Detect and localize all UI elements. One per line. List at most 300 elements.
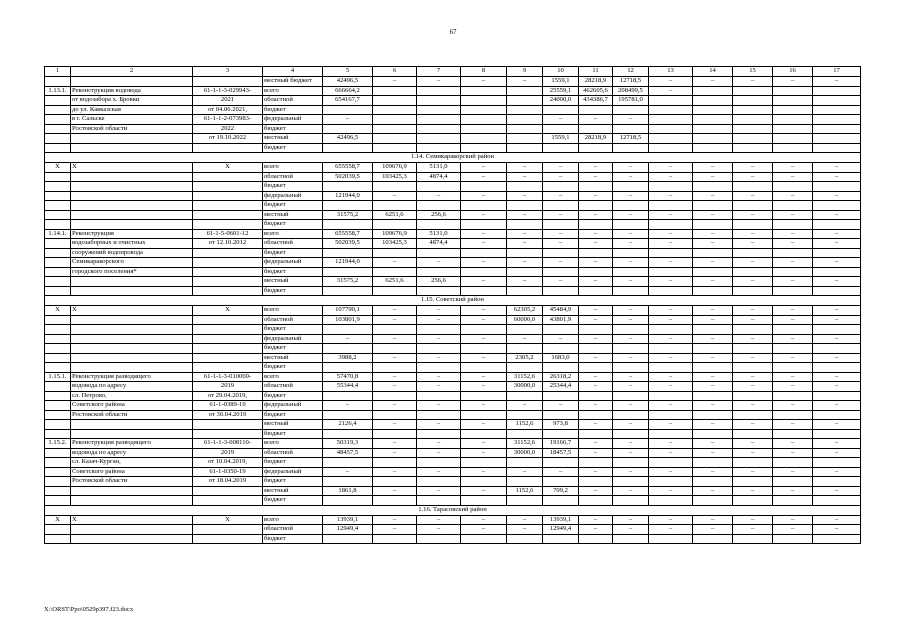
value-cell: –	[507, 191, 543, 201]
project-code: 61-1-1-3-008110-	[193, 439, 263, 449]
project-code	[193, 363, 263, 373]
column-header: 10	[543, 67, 579, 77]
value-cell: –	[507, 258, 543, 268]
funding-source: всего	[263, 163, 323, 173]
value-cell: –	[373, 315, 417, 325]
value-cell: 13939,1	[323, 515, 373, 525]
table-row	[45, 448, 861, 458]
item-number	[45, 105, 71, 115]
project-code	[193, 486, 263, 496]
item-number: Х	[45, 163, 71, 173]
item-number	[45, 525, 71, 535]
table-row	[45, 96, 861, 106]
value-cell: –	[813, 315, 861, 325]
value-cell: –	[417, 486, 461, 496]
object-name: в г. Сальске	[71, 115, 193, 125]
value-cell	[773, 534, 813, 544]
table-row	[45, 458, 861, 468]
value-cell: 655558,7	[323, 229, 373, 239]
project-code	[193, 315, 263, 325]
value-cell	[693, 182, 733, 192]
column-header: 8	[461, 67, 507, 77]
project-code	[193, 429, 263, 439]
value-cell	[693, 410, 733, 420]
value-cell	[813, 286, 861, 296]
value-cell: –	[693, 401, 733, 411]
value-cell: –	[417, 448, 461, 458]
value-cell	[813, 363, 861, 373]
value-cell: –	[649, 239, 693, 249]
value-cell	[417, 124, 461, 134]
value-cell: –	[813, 334, 861, 344]
item-number	[45, 77, 71, 87]
value-cell	[579, 143, 613, 153]
value-cell: –	[813, 239, 861, 249]
value-cell: 103425,3	[373, 239, 417, 249]
value-cell: –	[813, 382, 861, 392]
project-code: Х	[193, 515, 263, 525]
value-cell: –	[693, 172, 733, 182]
value-cell: –	[579, 353, 613, 363]
value-cell: 25559,1	[543, 86, 579, 96]
item-number	[45, 124, 71, 134]
project-code	[193, 77, 263, 87]
value-cell	[417, 325, 461, 335]
value-cell: –	[693, 382, 733, 392]
value-cell	[693, 134, 733, 144]
value-cell	[461, 344, 507, 354]
value-cell	[733, 477, 773, 487]
object-name: Ростовской области	[71, 477, 193, 487]
table-row	[45, 239, 861, 249]
funding-source: бюджет	[263, 534, 323, 544]
value-cell	[649, 124, 693, 134]
value-cell: –	[417, 334, 461, 344]
value-cell: –	[773, 210, 813, 220]
project-code	[193, 182, 263, 192]
object-name	[71, 486, 193, 496]
object-name: водозаборных и очистных	[71, 239, 193, 249]
value-cell: 28218,9	[579, 77, 613, 87]
value-cell: 45484,9	[543, 306, 579, 316]
value-cell	[733, 286, 773, 296]
value-cell	[323, 201, 373, 211]
item-number	[45, 496, 71, 506]
funding-source: бюджет	[263, 391, 323, 401]
value-cell: 434386,7	[579, 96, 613, 106]
project-code: 2022	[193, 124, 263, 134]
value-cell: –	[693, 191, 733, 201]
value-cell: –	[543, 334, 579, 344]
value-cell: 50319,3	[323, 439, 373, 449]
value-cell: 62305,2	[507, 306, 543, 316]
table-row	[45, 105, 861, 115]
value-cell: –	[461, 334, 507, 344]
value-cell: 256,6	[417, 210, 461, 220]
value-cell: –	[461, 401, 507, 411]
value-cell	[373, 124, 417, 134]
value-cell: –	[649, 172, 693, 182]
value-cell: –	[373, 448, 417, 458]
value-cell: –	[693, 439, 733, 449]
value-cell	[813, 325, 861, 335]
object-name	[71, 363, 193, 373]
value-cell: –	[773, 172, 813, 182]
value-cell: 26318,2	[543, 372, 579, 382]
object-name: водовода по адресу	[71, 382, 193, 392]
funding-source: бюджет	[263, 267, 323, 277]
value-cell	[417, 410, 461, 420]
item-number: 1.15.1.	[45, 372, 71, 382]
funding-source: всего	[263, 439, 323, 449]
value-cell	[733, 248, 773, 258]
value-cell: –	[773, 439, 813, 449]
value-cell	[543, 201, 579, 211]
value-cell	[733, 344, 773, 354]
value-cell	[773, 220, 813, 230]
value-cell	[733, 124, 773, 134]
table-row	[45, 534, 861, 544]
value-cell	[461, 96, 507, 106]
value-cell: –	[461, 229, 507, 239]
value-cell: –	[813, 372, 861, 382]
value-cell	[373, 201, 417, 211]
value-cell	[813, 429, 861, 439]
project-code: 61-1-0389-19	[193, 401, 263, 411]
value-cell	[813, 124, 861, 134]
value-cell: –	[693, 229, 733, 239]
item-number	[45, 448, 71, 458]
column-header: 7	[417, 67, 461, 77]
value-cell: –	[461, 277, 507, 287]
value-cell: –	[579, 382, 613, 392]
value-cell: –	[579, 163, 613, 173]
value-cell	[773, 86, 813, 96]
value-cell	[649, 477, 693, 487]
value-cell	[813, 182, 861, 192]
value-cell	[543, 458, 579, 468]
project-code: от 30.04.2019	[193, 410, 263, 420]
value-cell: –	[373, 525, 417, 535]
project-code: 61-1-5-0601-12	[193, 229, 263, 239]
object-name	[71, 353, 193, 363]
value-cell: –	[373, 306, 417, 316]
item-number	[45, 382, 71, 392]
value-cell	[813, 115, 861, 125]
value-cell: –	[649, 86, 693, 96]
value-cell	[813, 134, 861, 144]
column-header: 16	[773, 67, 813, 77]
value-cell	[461, 325, 507, 335]
value-cell: –	[649, 353, 693, 363]
value-cell: –	[813, 229, 861, 239]
value-cell	[649, 220, 693, 230]
value-cell: 256,6	[417, 277, 461, 287]
value-cell: 48457,5	[323, 448, 373, 458]
funding-source: областной	[263, 448, 323, 458]
value-cell: 19166,7	[543, 439, 579, 449]
column-header: 12	[613, 67, 649, 77]
funding-source: всего	[263, 306, 323, 316]
item-number	[45, 220, 71, 230]
value-cell: –	[733, 353, 773, 363]
item-number	[45, 429, 71, 439]
value-cell	[373, 363, 417, 373]
value-cell: –	[417, 467, 461, 477]
project-code	[193, 344, 263, 354]
column-header: 15	[733, 67, 773, 77]
table-row	[45, 86, 861, 96]
project-code	[193, 267, 263, 277]
value-cell: –	[649, 420, 693, 430]
value-cell: 502039,5	[323, 239, 373, 249]
value-cell: –	[507, 229, 543, 239]
value-cell: 12949,4	[543, 525, 579, 535]
value-cell: –	[417, 382, 461, 392]
value-cell	[773, 410, 813, 420]
value-cell	[507, 325, 543, 335]
value-cell	[649, 143, 693, 153]
funding-source: федеральный	[263, 334, 323, 344]
value-cell: 1861,8	[323, 486, 373, 496]
value-cell: –	[773, 448, 813, 458]
value-cell: –	[649, 210, 693, 220]
project-code	[193, 220, 263, 230]
table-row	[45, 163, 861, 173]
value-cell	[649, 286, 693, 296]
value-cell: –	[773, 229, 813, 239]
value-cell: –	[373, 486, 417, 496]
item-number	[45, 353, 71, 363]
value-cell: –	[507, 515, 543, 525]
value-cell: –	[693, 77, 733, 87]
value-cell	[693, 105, 733, 115]
value-cell	[733, 96, 773, 106]
funding-source: всего	[263, 229, 323, 239]
value-cell	[773, 124, 813, 134]
value-cell: 654167,7	[323, 96, 373, 106]
value-cell	[543, 534, 579, 544]
value-cell: –	[613, 467, 649, 477]
value-cell	[417, 248, 461, 258]
value-cell	[649, 248, 693, 258]
value-cell	[461, 86, 507, 96]
table-row	[45, 210, 861, 220]
value-cell: –	[543, 401, 579, 411]
value-cell: –	[649, 229, 693, 239]
value-cell	[773, 115, 813, 125]
value-cell	[579, 534, 613, 544]
value-cell: –	[461, 315, 507, 325]
value-cell	[733, 182, 773, 192]
value-cell	[507, 96, 543, 106]
table-row	[45, 372, 861, 382]
value-cell	[813, 410, 861, 420]
object-name: от водозабора х. Бровки	[71, 96, 193, 106]
value-cell	[417, 344, 461, 354]
value-cell: –	[813, 306, 861, 316]
project-code	[193, 534, 263, 544]
value-cell	[813, 201, 861, 211]
value-cell	[773, 363, 813, 373]
value-cell: –	[579, 229, 613, 239]
value-cell: –	[507, 467, 543, 477]
value-cell: –	[507, 239, 543, 249]
value-cell	[613, 105, 649, 115]
item-number	[45, 239, 71, 249]
value-cell	[417, 182, 461, 192]
value-cell: –	[733, 401, 773, 411]
value-cell: –	[649, 467, 693, 477]
object-name	[71, 344, 193, 354]
value-cell	[613, 248, 649, 258]
value-cell: –	[373, 372, 417, 382]
item-number	[45, 115, 71, 125]
value-cell	[417, 134, 461, 144]
funding-source: бюджет	[263, 458, 323, 468]
value-cell	[579, 105, 613, 115]
value-cell: –	[733, 334, 773, 344]
table-row	[45, 191, 861, 201]
funding-source: всего	[263, 515, 323, 525]
object-name	[71, 191, 193, 201]
table-row	[45, 401, 861, 411]
project-code: от 18.04.2019	[193, 477, 263, 487]
value-cell: –	[461, 210, 507, 220]
value-cell: –	[773, 306, 813, 316]
value-cell: –	[579, 525, 613, 535]
value-cell: –	[649, 372, 693, 382]
item-number	[45, 344, 71, 354]
value-cell	[813, 267, 861, 277]
value-cell: –	[461, 420, 507, 430]
project-code	[193, 210, 263, 220]
value-cell	[693, 325, 733, 335]
value-cell: –	[373, 258, 417, 268]
project-code	[193, 191, 263, 201]
value-cell: –	[613, 191, 649, 201]
value-cell: –	[507, 172, 543, 182]
value-cell	[417, 220, 461, 230]
object-name: Семикаракорского	[71, 258, 193, 268]
project-code: 61-1-1-2-073983-	[193, 115, 263, 125]
value-cell: –	[613, 486, 649, 496]
value-cell	[773, 458, 813, 468]
project-code: 2019	[193, 448, 263, 458]
funding-source: федеральный	[263, 467, 323, 477]
value-cell	[417, 458, 461, 468]
table-row	[45, 220, 861, 230]
value-cell: –	[461, 191, 507, 201]
value-cell: 1152,6	[507, 486, 543, 496]
value-cell	[733, 267, 773, 277]
value-cell: –	[373, 467, 417, 477]
value-cell: –	[613, 210, 649, 220]
value-cell: –	[773, 334, 813, 344]
funding-source: бюджет	[263, 325, 323, 335]
value-cell	[813, 458, 861, 468]
value-cell: 25344,4	[543, 382, 579, 392]
value-cell: –	[773, 163, 813, 173]
value-cell: –	[417, 372, 461, 382]
value-cell: –	[693, 525, 733, 535]
value-cell	[543, 391, 579, 401]
value-cell: –	[417, 515, 461, 525]
funding-source: бюджет	[263, 201, 323, 211]
value-cell: 655558,7	[323, 163, 373, 173]
funding-source: областной	[263, 96, 323, 106]
funding-source: бюджет	[263, 143, 323, 153]
value-cell: 31152,6	[507, 439, 543, 449]
value-cell	[579, 496, 613, 506]
value-cell	[461, 496, 507, 506]
project-code	[193, 143, 263, 153]
value-cell: –	[649, 191, 693, 201]
value-cell: 18457,5	[543, 448, 579, 458]
table-row	[45, 143, 861, 153]
value-cell: –	[773, 353, 813, 363]
funding-source: всего	[263, 372, 323, 382]
value-cell	[613, 124, 649, 134]
value-cell	[507, 267, 543, 277]
column-header: 4	[263, 67, 323, 77]
funding-source: областной	[263, 172, 323, 182]
value-cell	[813, 534, 861, 544]
table-row	[45, 267, 861, 277]
table-row	[45, 391, 861, 401]
value-cell: 12718,5	[613, 77, 649, 87]
value-cell	[373, 134, 417, 144]
item-number	[45, 458, 71, 468]
value-cell: –	[649, 525, 693, 535]
item-number	[45, 477, 71, 487]
value-cell	[461, 201, 507, 211]
value-cell	[649, 267, 693, 277]
value-cell: –	[461, 525, 507, 535]
object-name	[71, 220, 193, 230]
value-cell	[417, 143, 461, 153]
value-cell	[507, 134, 543, 144]
value-cell	[693, 363, 733, 373]
value-cell	[507, 363, 543, 373]
item-number	[45, 143, 71, 153]
value-cell: –	[773, 77, 813, 87]
value-cell	[613, 458, 649, 468]
value-cell: –	[693, 372, 733, 382]
project-code: Х	[193, 163, 263, 173]
item-number	[45, 467, 71, 477]
table-row	[45, 429, 861, 439]
value-cell: 1559,1	[543, 134, 579, 144]
value-cell: –	[373, 191, 417, 201]
value-cell: –	[461, 439, 507, 449]
value-cell	[417, 496, 461, 506]
object-name: городского поселения*	[71, 267, 193, 277]
table-row	[45, 286, 861, 296]
value-cell	[579, 391, 613, 401]
value-cell: –	[813, 515, 861, 525]
value-cell	[323, 248, 373, 258]
value-cell: –	[733, 163, 773, 173]
value-cell: –	[813, 191, 861, 201]
value-cell	[649, 201, 693, 211]
value-cell: –	[579, 420, 613, 430]
value-cell	[373, 182, 417, 192]
value-cell: –	[613, 172, 649, 182]
value-cell: –	[417, 306, 461, 316]
value-cell: –	[461, 486, 507, 496]
value-cell	[373, 429, 417, 439]
